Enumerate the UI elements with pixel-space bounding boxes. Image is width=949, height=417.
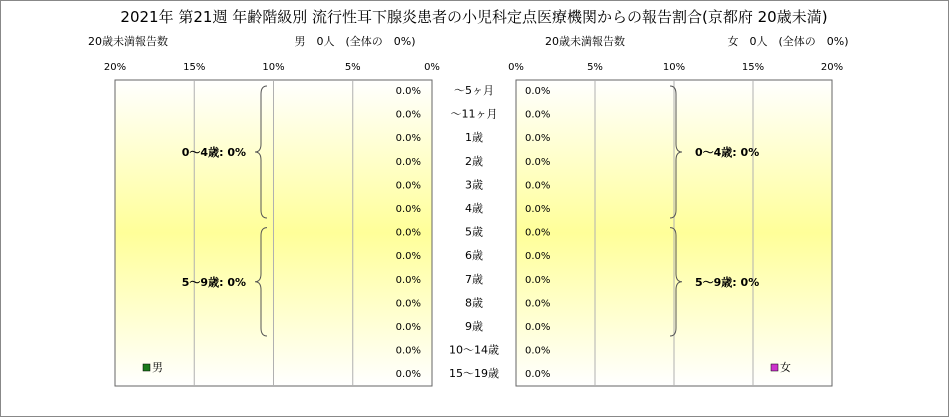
male-legend-label: 男: [152, 361, 163, 374]
age-category-label: 5歳: [465, 225, 483, 239]
age-category-label: 3歳: [465, 178, 483, 192]
female-header: 女 0人 (全体の 0%): [727, 35, 849, 48]
male-x-tick-label: 10%: [262, 62, 285, 73]
male-value-label: 0.0%: [395, 274, 421, 286]
male-value-label: 0.0%: [395, 156, 421, 168]
male-value-label: 0.0%: [395, 251, 421, 263]
male-x-tick-label: 0%: [424, 62, 440, 73]
age-category-label: ～11ヶ月: [450, 107, 498, 121]
age-category-label: 7歳: [465, 272, 483, 286]
male-value-label: 0.0%: [395, 369, 421, 381]
age-category-label: 2歳: [465, 154, 483, 168]
male-value-label: 0.0%: [395, 227, 421, 239]
male-header: 男 0人 (全体の 0%): [294, 35, 416, 48]
female-value-label: 0.0%: [525, 180, 551, 192]
female-x-tick-label: 20%: [820, 62, 844, 73]
female-group-label-5-9: 5～9歳: 0%: [695, 275, 760, 289]
chart-title: 2021年 第21週 年齢階級別 流行性耳下腺炎患者の小児科定点医療機関からの報告割合(京都府 20歳未満): [120, 8, 828, 26]
age-category-label: 8歳: [465, 296, 483, 310]
male-subtitle: 20歳未満報告数: [88, 35, 168, 48]
female-value-label: 0.0%: [525, 133, 551, 145]
male-legend-swatch: [143, 364, 150, 371]
female-x-tick-label: 10%: [662, 62, 686, 73]
female-legend-label: 女: [780, 361, 791, 374]
age-category-label: ～5ヶ月: [454, 84, 494, 97]
female-value-label: 0.0%: [525, 274, 551, 286]
female-value-label: 0.0%: [525, 369, 551, 381]
female-value-label: 0.0%: [525, 227, 551, 239]
age-category-label: 6歳: [465, 249, 483, 263]
age-category-label: 4歳: [465, 202, 483, 215]
female-value-label: 0.0%: [525, 204, 551, 215]
male-x-tick-label: 20%: [103, 62, 127, 73]
female-value-label: 0.0%: [525, 156, 551, 168]
female-group-label-0-4: 0～4歳: 0%: [695, 146, 760, 159]
age-category-label: 1歳: [465, 131, 483, 145]
male-value-label: 0.0%: [395, 180, 421, 192]
female-x-tick-label: 15%: [741, 62, 765, 73]
male-group-label-0-4: 0～4歳: 0%: [181, 146, 246, 159]
female-subtitle: 20歳未満報告数: [545, 35, 625, 48]
female-value-label: 0.0%: [525, 345, 551, 357]
male-group-label-5-9: 5～9歳: 0%: [181, 275, 246, 289]
age-category-label: 10～14歳: [449, 343, 499, 357]
male-value-label: 0.0%: [395, 345, 421, 357]
age-category-label: 15～19歳: [449, 367, 499, 381]
female-value-label: 0.0%: [525, 251, 551, 263]
male-value-label: 0.0%: [395, 298, 421, 310]
male-value-label: 0.0%: [395, 109, 421, 121]
age-category-label: 9歳: [465, 320, 483, 333]
female-value-label: 0.0%: [525, 86, 551, 97]
male-value-label: 0.0%: [395, 204, 421, 215]
female-value-label: 0.0%: [525, 109, 551, 121]
male-value-label: 0.0%: [395, 322, 421, 333]
female-legend-swatch: [771, 364, 778, 371]
female-x-tick-label: 5%: [587, 62, 603, 73]
male-value-label: 0.0%: [395, 133, 421, 145]
male-value-label: 0.0%: [395, 86, 421, 97]
female-x-tick-label: 0%: [508, 62, 524, 73]
female-value-label: 0.0%: [525, 298, 551, 310]
female-value-label: 0.0%: [525, 322, 551, 333]
male-x-tick-label: 5%: [344, 62, 361, 73]
male-x-tick-label: 15%: [183, 62, 206, 73]
